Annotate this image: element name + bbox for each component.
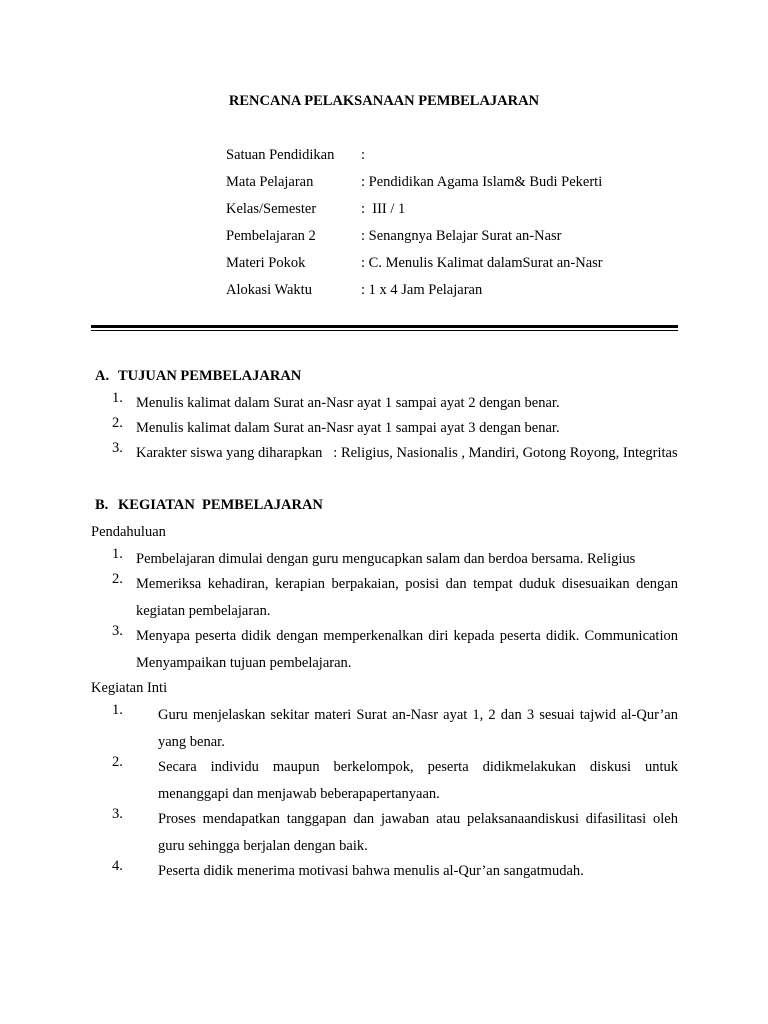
list-item	[91, 415, 678, 442]
list-number: 2.	[112, 415, 123, 431]
list-item	[91, 806, 678, 860]
list-number: 1.	[112, 546, 123, 562]
list-item	[91, 390, 678, 417]
list-text: Memeriksa kehadiran, kerapian berpakaian, posisi dan tempat duduk disesuaikan dengan kegiatan pembelajaran.	[136, 576, 678, 619]
list-text: Guru menjelaskan sekitar materi Surat an-Nasr ayat 1, 2 dan 3 sesuai tajwid al-Qur’an yang benar.	[158, 707, 678, 750]
identity-row	[226, 200, 603, 227]
list-number: 2.	[112, 571, 123, 587]
list-text: Menulis kalimat dalam Surat an-Nasr ayat 1 sampai ayat 2 dengan benar.	[136, 395, 560, 411]
identity-value: : III / 1	[361, 201, 406, 217]
list-number: 3.	[112, 623, 123, 639]
identity-value: : C. Menulis Kalimat dalamSurat an-Nasr	[361, 255, 603, 271]
list-text: Menyapa peserta didik dengan memperkenalkan diri kepada peserta didik. Communication Menyampaikan tujuan pembelajaran.	[136, 628, 678, 671]
identity-label: Mata Pelajaran	[226, 174, 314, 190]
subsection-label-pendahuluan: Pendahuluan	[91, 524, 166, 540]
identity-row	[226, 227, 603, 254]
identity-label: Materi Pokok	[226, 255, 306, 271]
list-number: 2.	[112, 754, 123, 770]
list-number: 3.	[112, 440, 123, 456]
list-text: Proses mendapatkan tanggapan dan jawaban atau pelaksanaandiskusi difasilitasi oleh guru sehingga berjalan dengan baik.	[158, 811, 678, 854]
section-title: KEGIATAN PEMBELAJARAN	[118, 497, 323, 513]
identity-row	[226, 281, 603, 308]
header-divider-thick	[91, 325, 678, 328]
identity-label: Pembelajaran 2	[226, 228, 316, 244]
header-divider-thin	[91, 330, 678, 331]
list-item	[91, 546, 678, 573]
list-text: Karakter siswa yang diharapkan : Religius, Nasionalis , Mandiri, Gotong Royong, Integritas	[136, 445, 678, 461]
list-number: 1.	[112, 702, 123, 718]
identity-row	[226, 146, 603, 173]
list-number: 1.	[112, 390, 123, 406]
identity-table	[226, 146, 603, 308]
identity-row	[226, 254, 603, 281]
list-text: Peserta didik menerima motivasi bahwa menulis al-Qur’an sangatmudah.	[158, 863, 584, 879]
identity-row	[226, 173, 603, 200]
document-body	[91, 365, 678, 885]
list-item	[91, 858, 678, 885]
list-item	[91, 754, 678, 808]
identity-label: Alokasi Waktu	[226, 282, 312, 298]
identity-value: : Senangnya Belajar Surat an-Nasr	[361, 228, 562, 244]
identity-label: Satuan Pendidikan	[226, 147, 335, 163]
subsection-label-kegiatan-inti: Kegiatan Inti	[91, 680, 168, 696]
section-title: TUJUAN PEMBELAJARAN	[118, 368, 302, 384]
list-text: Menulis kalimat dalam Surat an-Nasr ayat 1 sampai ayat 3 dengan benar.	[136, 420, 560, 436]
section-letter: B.	[95, 497, 109, 513]
list-text: Pembelajaran dimulai dengan guru mengucapkan salam dan berdoa bersama. Religius	[136, 551, 636, 567]
list-text: Secara individu maupun berkelompok, peserta didikmelakukan diskusi untuk menanggapi dan menjawab beberapapertanyaan.	[158, 759, 678, 802]
section-b-heading	[91, 494, 678, 521]
list-item	[91, 440, 678, 494]
section-a-heading	[91, 365, 678, 392]
list-item	[91, 571, 678, 625]
identity-label: Kelas/Semester	[226, 201, 317, 217]
section-letter: A.	[95, 368, 110, 384]
list-number: 3.	[112, 806, 123, 822]
identity-value: : 1 x 4 Jam Pelajaran	[361, 282, 483, 298]
document-title: RENCANA PELAKSANAAN PEMBELAJARAN	[228, 93, 540, 109]
list-item	[91, 623, 678, 677]
identity-value: : Pendidikan Agama Islam& Budi Pekerti	[361, 174, 603, 190]
identity-value: :	[361, 147, 366, 163]
list-number: 4.	[112, 858, 123, 874]
list-item	[91, 702, 678, 756]
